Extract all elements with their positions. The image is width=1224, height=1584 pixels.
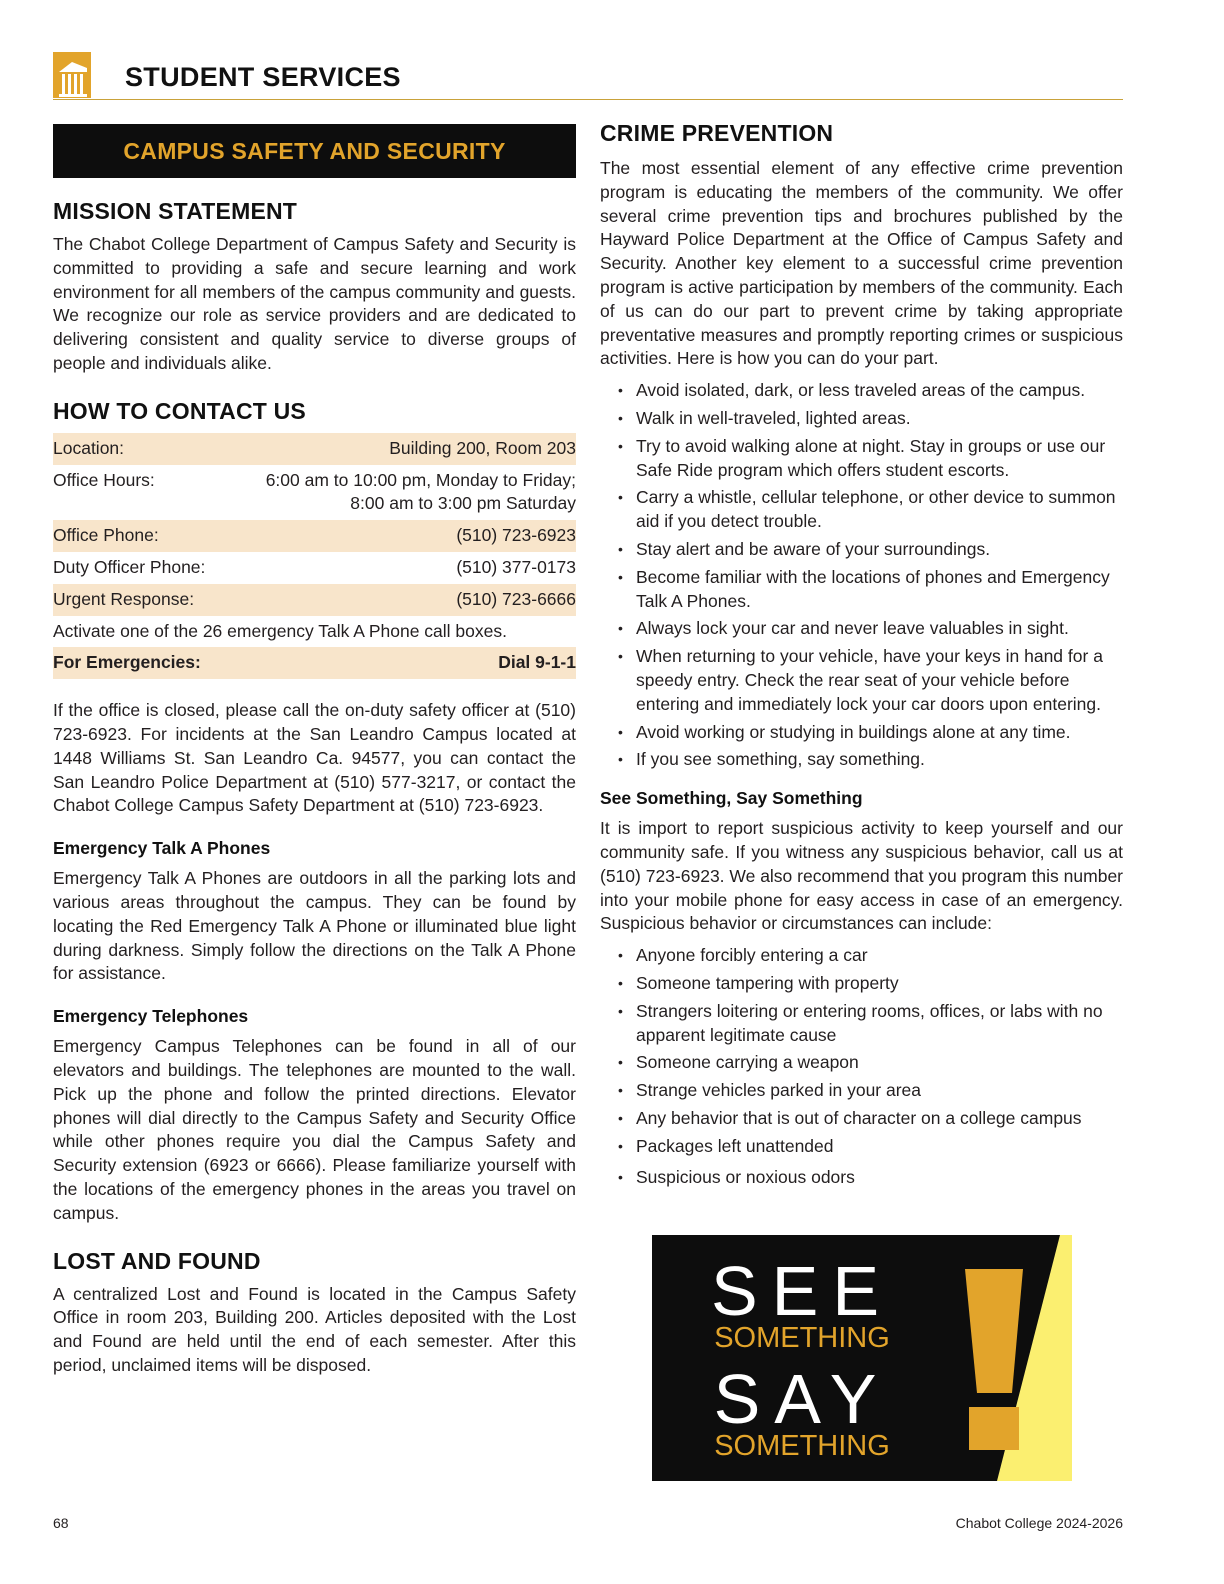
- office-phone-label: Office Phone:: [53, 525, 159, 546]
- list-item: • If you see something, say something.: [600, 748, 1123, 772]
- list-item: • Suspicious or noxious odors: [600, 1166, 1123, 1190]
- telephones-text: Emergency Campus Telephones can be found in all of our elevators and buildings. The telephones are mounted to the wall. Pick up the phone and follow the printed directions. Elevator phones will dial directly to the Campus Safety and Security Office while other phones require you dial the Campus Safety and Security extension (6923 or 6666). Please familiarize yourself with the locations of the emergency phones in the areas you travel on campus.: [53, 1036, 576, 1223]
- closed-office-text: If the office is closed, please call the on-duty safety officer at (510) 723-6923. For incidents at the San Leandro Campus located at 1448 Williams St. San Leandro Ca. 94577, you can contact the San Leandro Police Department at (510) 577-3217, or contact the Chabot College Campus Safety Department at (510) 723-6923.: [53, 700, 576, 816]
- list-item: • Avoid working or studying in buildings alone at any time.: [600, 721, 1123, 745]
- duty-phone-value: (510) 377-0173: [456, 556, 576, 577]
- list-item: • Stay alert and be aware of your surroundings.: [600, 538, 1123, 562]
- college-building-logo-icon: [53, 52, 91, 98]
- lost-found-heading: LOST AND FOUND: [53, 1247, 261, 1274]
- list-item: • Carry a whistle, cellular telephone, or other device to summon aid if you detect trouble.: [600, 486, 1123, 534]
- contact-row-callbox: [53, 616, 576, 648]
- list-item: • Avoid isolated, dark, or less traveled areas of the campus.: [600, 379, 1123, 403]
- section-title: STUDENT SERVICES: [125, 62, 401, 92]
- list-item: • Strangers loitering or entering rooms, offices, or labs with no apparent legitimate cause: [600, 1000, 1123, 1048]
- sign-something-1: SOMETHING: [714, 1322, 890, 1354]
- contact-heading: HOW TO CONTACT US: [53, 397, 306, 424]
- contact-row-duty-phone: [53, 552, 576, 584]
- sign-say: SAY: [713, 1360, 891, 1438]
- office-phone-value: (510) 723-6923: [456, 525, 576, 546]
- hours-label: Office Hours:: [53, 469, 155, 490]
- list-item: • Any behavior that is out of character on a college campus: [600, 1107, 1123, 1131]
- list-item: • Always lock your car and never leave valuables in sight.: [600, 617, 1123, 641]
- location-value: Building 200, Room 203: [389, 437, 576, 458]
- list-item: • Strange vehicles parked in your area: [600, 1079, 1123, 1103]
- mission-text: The Chabot College Department of Campus Safety and Security is committed to providing a safe and secure learning and work environment for all members of the campus community and guests. We recognize our role as service providers and are dedicated to delivering consistent and quality service to diverse groups of people and individuals alike.: [53, 234, 576, 373]
- contact-table: [53, 433, 576, 679]
- mission-heading: MISSION STATEMENT: [53, 198, 298, 224]
- duty-phone-label: Duty Officer Phone:: [53, 556, 206, 577]
- see-something-say-something-sign: [652, 1235, 1072, 1481]
- contact-row-emergency: [53, 647, 576, 679]
- contact-row-urgent: [53, 584, 576, 616]
- catalog-footer: Chabot College 2024-2026: [955, 1515, 1123, 1531]
- emergency-label: For Emergencies:: [53, 652, 201, 673]
- crime-tips-list: [600, 379, 1123, 772]
- list-item: • Packages left unattended: [600, 1135, 1123, 1159]
- lost-found-text: A centralized Lost and Found is located in the Campus Safety Office in room 203, Building 200. Articles deposited with the Lost and Found are held until the end of each semester. After this period, unclaimed items will be disposed.: [53, 1283, 576, 1375]
- suspicious-behavior-list: [600, 944, 1123, 1190]
- location-label: Location:: [53, 437, 125, 458]
- talk-phones-text: Emergency Talk A Phones are outdoors in all the parking lots and various areas throughout the campus. They can be found by locating the Red Emergency Talk A Phone or illuminated blue light during darkness. Simply follow the directions on the Talk A Phone for assistance.: [53, 868, 576, 984]
- page-number: 68: [53, 1515, 69, 1531]
- banner-title: CAMPUS SAFETY AND SECURITY: [123, 137, 506, 164]
- telephones-heading: Emergency Telephones: [53, 1006, 249, 1027]
- talk-phones-heading: Emergency Talk A Phones: [53, 838, 271, 859]
- crime-prevention-text: The most essential element of any effective crime prevention program is educating the members of the community. We offer several crime prevention tips and brochures published by the Hayward Police Department at the Office of Campus Safety and Security. Another key element to a successful crime prevention program is active participation by members of the community. Each of us can do our part to prevent crime by taking appropriate preventative measures and promptly reporting crimes or suspicious activities. Here is how you can do your part.: [600, 158, 1123, 369]
- list-item: • Walk in well-traveled, lighted areas.: [600, 407, 1123, 431]
- list-item: • Anyone forcibly entering a car: [600, 944, 1123, 968]
- list-item: • Try to avoid walking alone at night. Stay in groups or use our Safe Ride program which offers student escorts.: [600, 435, 1123, 483]
- hours-value: [266, 469, 576, 517]
- campus-safety-banner: [53, 124, 576, 178]
- list-item: • Someone carrying a weapon: [600, 1051, 1123, 1075]
- list-item: • Become familiar with the locations of phones and Emergency Talk A Phones.: [600, 566, 1123, 614]
- list-item: • Someone tampering with property: [600, 972, 1123, 996]
- sign-see: SEE: [710, 1252, 894, 1330]
- urgent-label: Urgent Response:: [53, 588, 195, 609]
- right-column: [600, 120, 1123, 1194]
- emergency-value: Dial 9-1-1: [498, 652, 576, 673]
- see-say-heading: See Something, Say Something: [600, 788, 863, 809]
- hours-weekday: 6:00 am to 10:00 pm, Monday to Friday;: [265, 469, 576, 490]
- urgent-value: (510) 723-6666: [456, 588, 576, 609]
- callbox-note: Activate one of the 26 emergency Talk A Phone call boxes.: [53, 620, 507, 641]
- sign-something-2: SOMETHING: [714, 1430, 890, 1462]
- crime-prevention-heading: CRIME PREVENTION: [600, 120, 834, 146]
- contact-row-office-phone: [53, 520, 576, 552]
- see-say-text: It is import to report suspicious activity to keep yourself and our community safe. If you witness any suspicious behavior, call us at (510) 723-6923. We also recommend that you program this number into your mobile phone for easy access in case of an emergency. Suspicious behavior or circumstances can include:: [600, 818, 1124, 934]
- contact-row-location: [53, 433, 576, 465]
- hours-saturday: 8:00 am to 3:00 pm Saturday: [350, 493, 576, 514]
- page-header: [53, 52, 1123, 100]
- left-column: [53, 124, 576, 1378]
- contact-row-hours: [53, 465, 576, 521]
- list-item: • When returning to your vehicle, have your keys in hand for a speedy entry. Check the rear seat of your vehicle before entering and immediately lock your car doors upon entering.: [600, 645, 1123, 716]
